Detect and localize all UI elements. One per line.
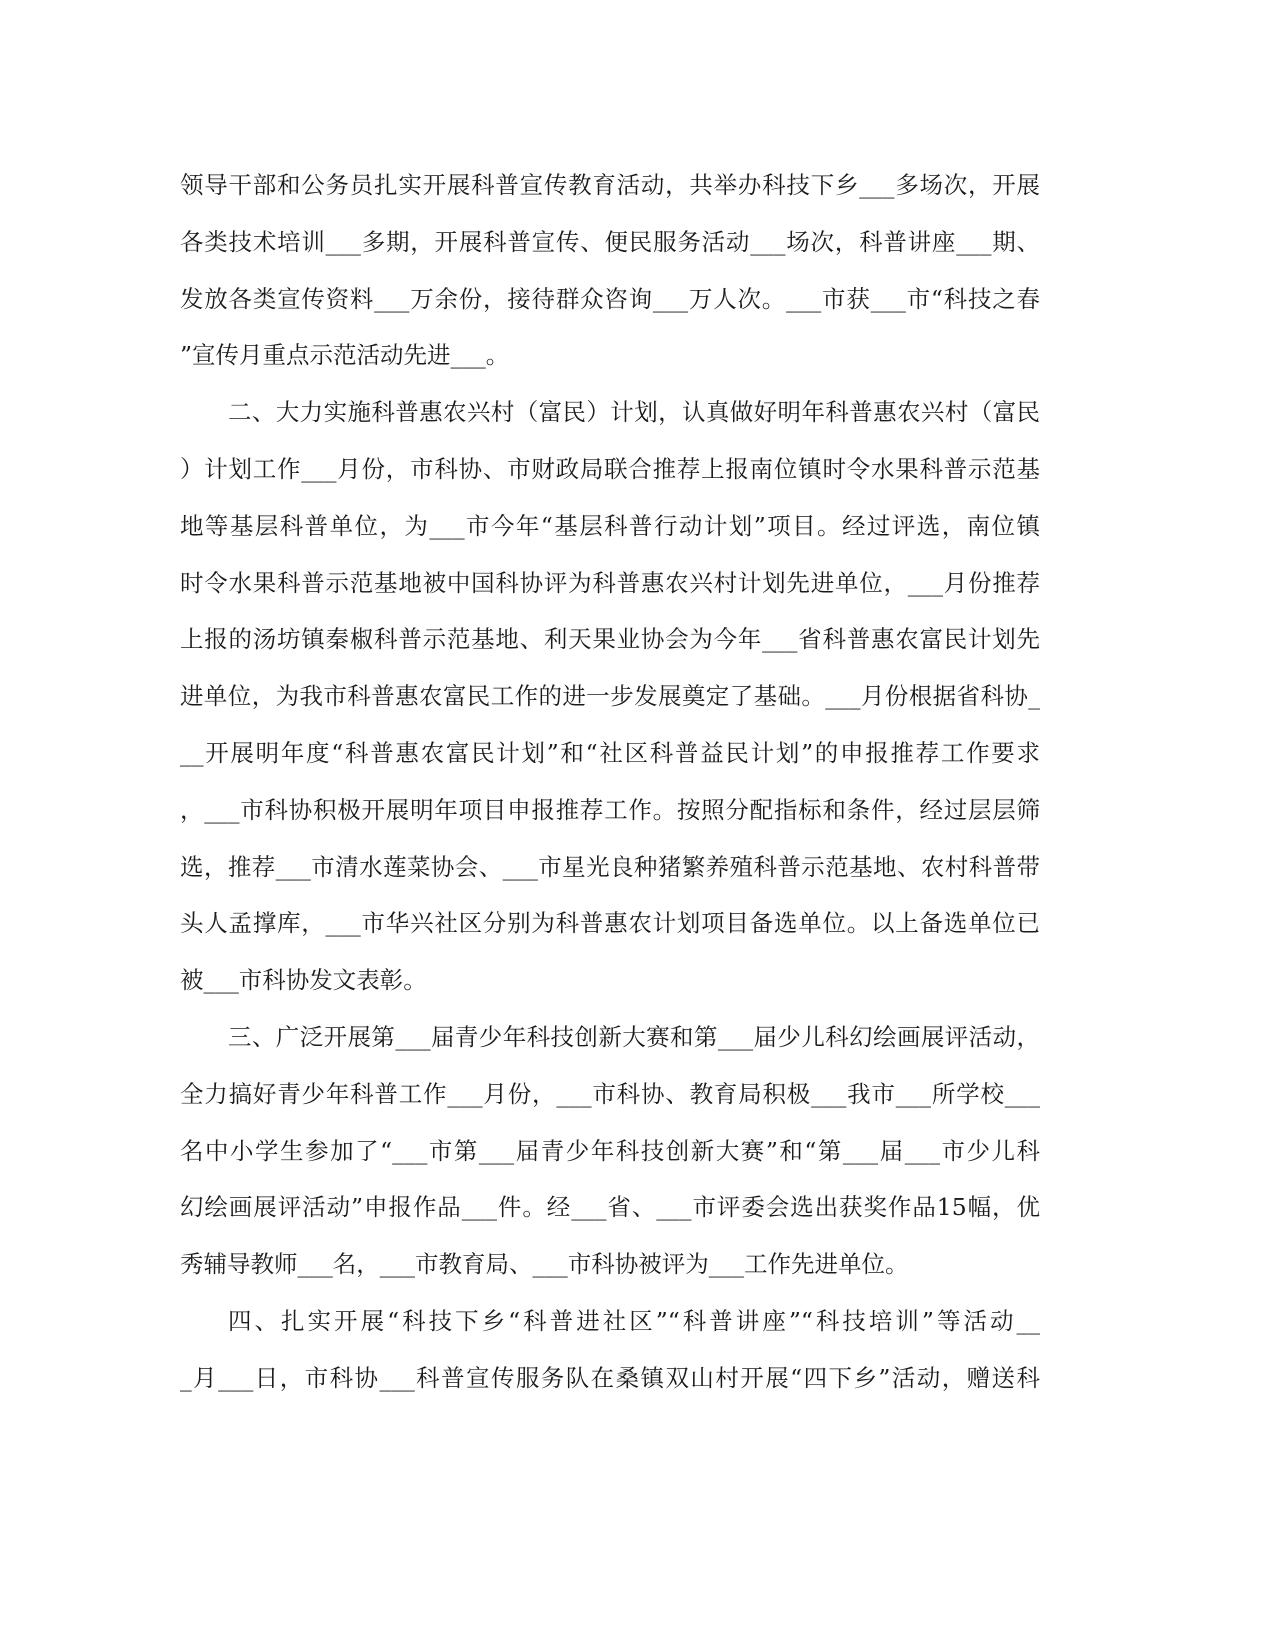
text-line: ”宣传月重点示范活动先进___。: [180, 341, 510, 370]
text-line: 幻绘画展评活动”申报作品___件。经___省、___市评委会选出获奖作品15幅，优: [180, 1193, 1040, 1222]
text-line: 选，推荐___市清水莲菜协会、___市星光良种猪繁养殖科普示范基地、农村科普带: [180, 852, 1040, 881]
text-line: 进单位，为我市科普惠农富民工作的进一步发展奠定了基础。___月份根据省科协_: [180, 682, 1040, 711]
text-line: 发放各类宣传资料___万余份，接待群众咨询___万人次。___市获___市“科技之春: [180, 284, 1040, 313]
text-line: 头人孟撑库，___市华兴社区分别为科普惠农计划项目备选单位。以上备选单位已: [180, 909, 1040, 938]
text-line: 领导干部和公务员扎实开展科普宣传教育活动，共举办科技下乡___多场次，开展: [180, 171, 1040, 199]
text-line: 上报的汤坊镇秦椒科普示范基地、利天果业协会为今年___省科普惠农富民计划先: [180, 625, 1040, 654]
text-line: __开展明年度“科普惠农富民计划”和“社区科普益民计划”的申报推荐工作要求: [180, 738, 1040, 767]
section-heading-line: 四、扎实开展“科技下乡“科普进社区”“科普讲座”“科技培训”等活动__: [228, 1306, 1040, 1335]
section-heading-line: 二、大力实施科普惠农兴村（富民）计划，认真做好明年科普惠农兴村（富民: [228, 398, 1040, 427]
text-line: 秀辅导教师___名，___市教育局、___市科协被评为___工作先进单位。: [180, 1250, 909, 1279]
text-line: 被___市科协发文表彰。: [180, 966, 427, 995]
text-line: 全力搞好青少年科普工作___月份，___市科协、教育局积极___我市___所学校___: [180, 1079, 1040, 1108]
text-line: _月___日，市科协___科普宣传服务队在桑镇双山村开展“四下乡”活动，赠送科: [180, 1363, 1040, 1392]
text-line: 时令水果科普示范基地被中国科协评为科普惠农兴村计划先进单位，___月份推荐: [180, 568, 1040, 597]
text-line: ，___市科协积极开展明年项目申报推荐工作。按照分配指标和条件，经过层层筛: [180, 795, 1040, 824]
text-line: 名中小学生参加了“___市第___届青少年科技创新大赛”和“第___届___市少儿科: [180, 1136, 1040, 1165]
text-line: 地等基层科普单位，为___市今年“基层科普行动计划”项目。经过评选，南位镇: [180, 511, 1040, 540]
text-line: ）计划工作___月份，市科协、市财政局联合推荐上报南位镇时令水果科普示范基: [180, 454, 1040, 483]
text-line: 各类技术培训___多期，开展科普宣传、便民服务活动___场次，科普讲座___期、: [180, 227, 1040, 256]
section-heading-line: 三、广泛开展第___届青少年科技创新大赛和第___届少儿科幻绘画展评活动，: [228, 1022, 1040, 1051]
body-text: [180, 163, 1040, 1413]
